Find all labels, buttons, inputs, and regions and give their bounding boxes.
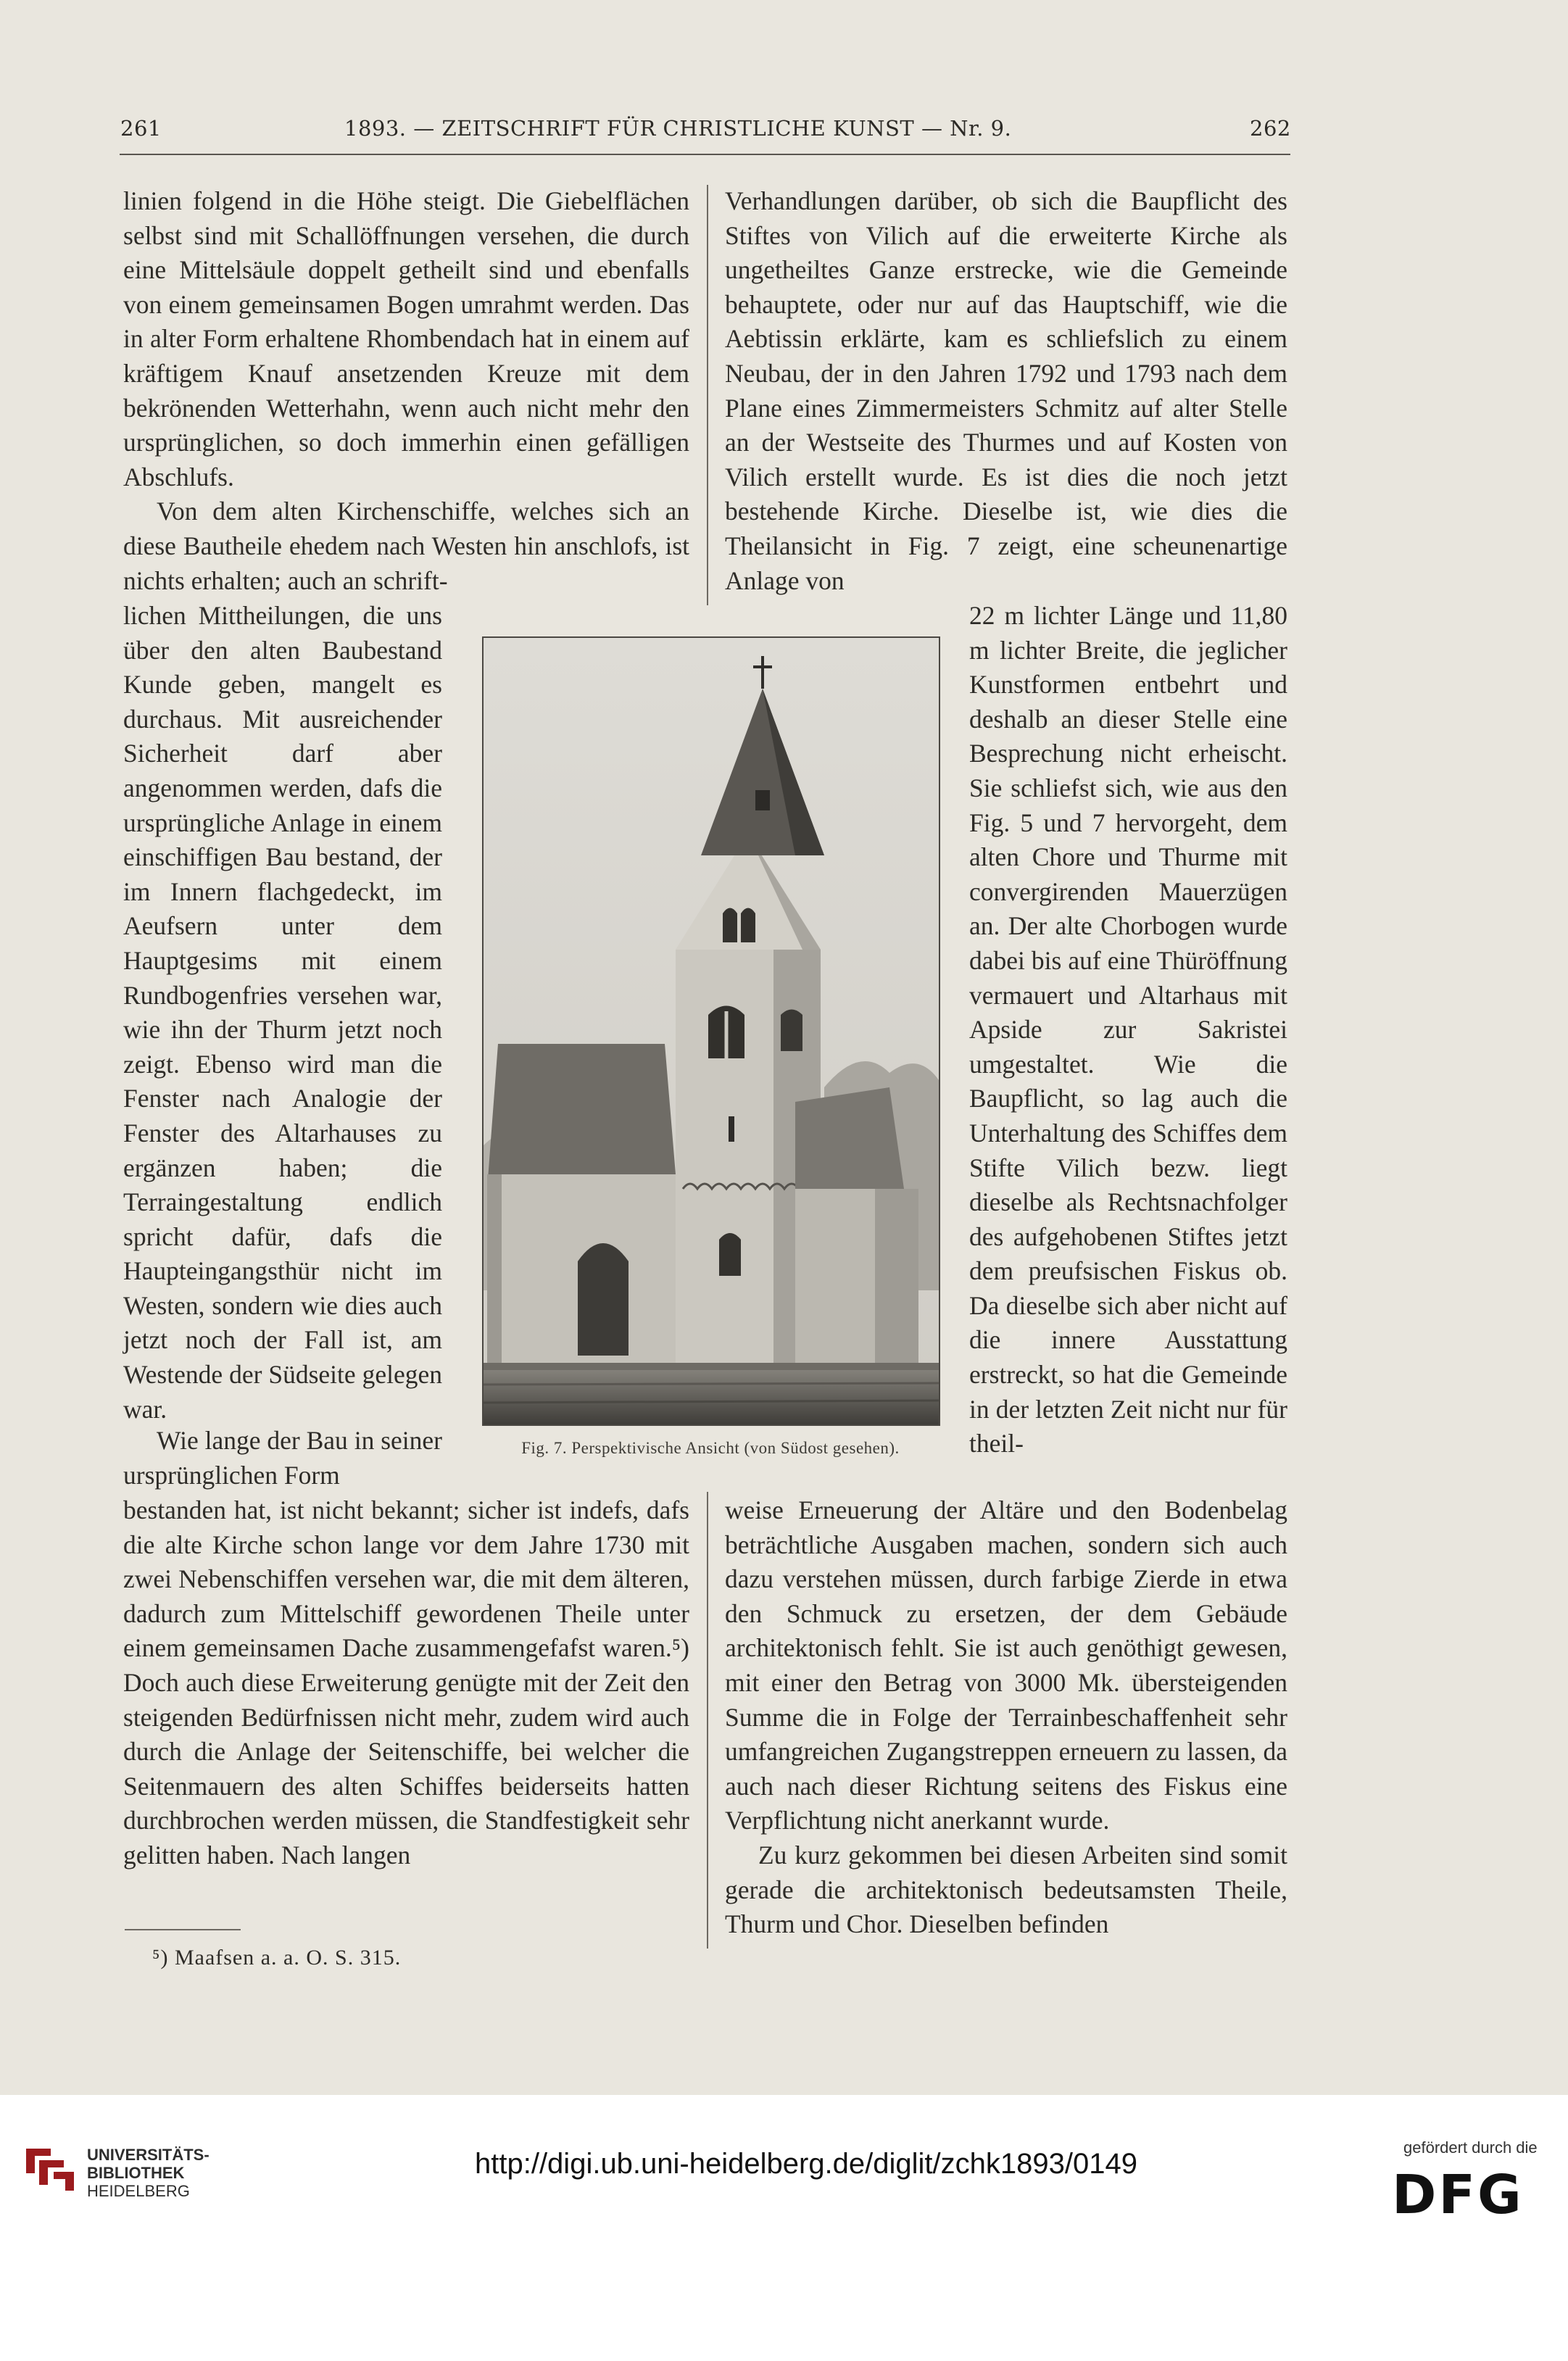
church-illustration [484,638,939,1424]
university-library-logo-icon [22,2144,78,2195]
paragraph: Von dem alten Kirchenschiffe, welches sich an diese Bautheile ehedem nach Westen hin anschlofs, ist nichts erhalten; auch an schrift- [123,497,689,595]
right-column-bottom [725,1493,1287,1942]
right-column-top [725,184,1287,598]
figure-caption: Fig. 7. Perspektivische Ansicht (von Südost gesehen). [521,1439,900,1457]
paragraph: weise Erneuerung der Altäre und den Bodenbelag beträchtliche Ausgaben machen, sondern sich auch dazu verstehen müssen, durch farbige Zierde in etwa den Schmuck zu ersetzen, der dem Gebäude architektonisch fehlt. Sie ist auch genöthigt gewesen, mit einer den Betrag von 3000 Mk. übersteigenden Summe die in Folge der Terrainbeschaffenheit sehr umfangreichen Zugangstreppen erneuern zu lassen, da auch nach dieser Richtung seitens des Fiskus eine Verpflichtung nicht anerkannt wurde. [725,1495,1287,1835]
footnote: ⁵) Maafsen a. a. O. S. 315. [152,1946,402,1970]
paragraph: Zu kurz gekommen bei diesen Arbeiten sind somit gerade die architektonisch bedeutsamsten Theile, Thurm und Chor. Dieselben befinden [725,1840,1287,1939]
digitization-footer [0,2095,1568,2361]
column-divider-bottom [707,1492,708,1949]
paragraph: lichen Mittheilungen, die uns über den alten Baubestand Kunde geben, mangelt es durchaus. Mit ausreichender Sicherheit darf aber angenommen werden, dafs die ursprüngliche Anlage in einem einschiffigen Bau bestand, der im Innern flachgedeckt, im Aeufsern unter dem Hauptgesims mit einem Rundbogenfries versehen war, wie ihn der Thurm jetzt noch zeigt. Ebenso wird man die Fenster nach Analogie der Fenster des Altarhauses zu ergänzen haben; die Terraingestaltung endlich spricht dafür, dafs die Haupteingangsthür nicht im Westen, sondern wie dies auch jetzt noch der Fall ist, am Westende der Südseite gelegen war. [123,601,442,1424]
page-number-left: 261 [120,116,162,141]
right-column-wrapped [969,599,1287,1461]
left-column-bottom [123,1493,689,1873]
university-library-name [87,2146,210,2200]
footnote-rule [125,1929,241,1930]
dfg-logo: DFG [1392,2164,1524,2226]
permalink-url[interactable]: http://digi.ub.uni-heidelberg.de/diglit/zchk1893/0149 [475,2148,1137,2180]
paragraph: Verhandlungen darüber, ob sich die Baupflicht des Stiftes von Vilich auf die erweiterte Kirche als ungetheiltes Ganze erstrecke, wie die Gemeinde behauptete, oder nur auf das Hauptschiff, wie die Aebtissin erklärte, kam es schliefslich zu einem Neubau, der in den Jahren 1792 und 1793 nach dem Plane eines Zimmermeisters Schmitz auf alter Stelle an der Westseite des Thurmes und auf Kosten von Vilich erstellt wurde. Es ist dies die noch jetzt bestehende Kirche. Dieselbe ist, wie dies die Theilansicht in Fig. 7 zeigt, eine scheunenartige Anlage von [725,186,1287,595]
library-name-line: HEIDELBERG [87,2182,190,2200]
running-title: 1893. — ZEITSCHRIFT FÜR CHRISTLICHE KUNST — Nr. 9. [344,116,1012,141]
column-divider-top [707,185,708,605]
header-rule [120,154,1290,155]
paragraph: bestanden hat, ist nicht bekannt; sicher ist indefs, dafs die alte Kirche schon lange vor dem Jahre 1730 mit zwei Nebenschiffen versehen war, die mit dem älteren, dadurch zum Mittelschiff gewordenen Theile unter einem gemeinsamen Dache zusammengefafst waren.⁵) Doch auch diese Erweiterung genügte mit der Zeit den steigenden Bedürfnissen nicht mehr, zudem wird auch durch die Anlage der Seitenschiffe, bei welcher die Seitenmauern des alten Schiffes beiderseits hatten durchbrochen werden müssen, die Standfestigkeit sehr gelitten haben. Nach langen [123,1495,689,1870]
church-photograph [482,636,940,1426]
paragraph: Wie lange der Bau in seiner ursprünglichen Form [123,1426,442,1490]
left-column-wrapped-2 [123,1424,442,1493]
page-number-right: 262 [1250,116,1291,141]
library-name-line: BIBLIOTHEK [87,2164,185,2182]
paragraph: linien folgend in die Höhe steigt. Die Giebelflächen selbst sind mit Schallöffnungen versehen, die durch eine Mittelsäule doppelt getheilt sind und ebenfalls von einem gemeinsamen Bogen umrahmt werden. Das in alter Form erhaltene Rhombendach hat in einem auf kräftigem Knauf ansetzenden Kreuze mit dem bekrönenden Wetterhahn, wenn auch nicht mehr den ursprünglichen, so doch immerhin einen gefälligen Abschlufs. [123,186,689,491]
left-column-top [123,184,689,598]
library-name-line: UNIVERSITÄTS- [87,2146,210,2164]
left-column-wrapped [123,599,442,1427]
paragraph: 22 m lichter Länge und 11,80 m lichter Breite, die jeglicher Kunstformen entbehrt und deshalb an dieser Stelle eine Besprechung nicht erheischt. Sie schliefst sich, wie aus den Fig. 5 und 7 hervorgeht, dem alten Chore und Thurme mit convergirenden Mauerzügen an. Der alte Chorbogen wurde dabei bis auf eine Thüröffnung vermauert und Altarhaus mit Apside zur Sakristei umgestaltet. Wie die Baupflicht, so lag auch die Unterhaltung des Schiffes dem Stifte Vilich bezw. liegt dieselbe als Rechtsnachfolger des aufgehobenen Stiftes jetzt dem preufsischen Fiskus ob. Da dieselbe sich aber nicht auf die innere Ausstattung erstreckt, so hat die Gemeinde in der letzten Zeit nicht nur für theil- [969,601,1287,1458]
funding-label: gefördert durch die [1403,2138,1538,2157]
